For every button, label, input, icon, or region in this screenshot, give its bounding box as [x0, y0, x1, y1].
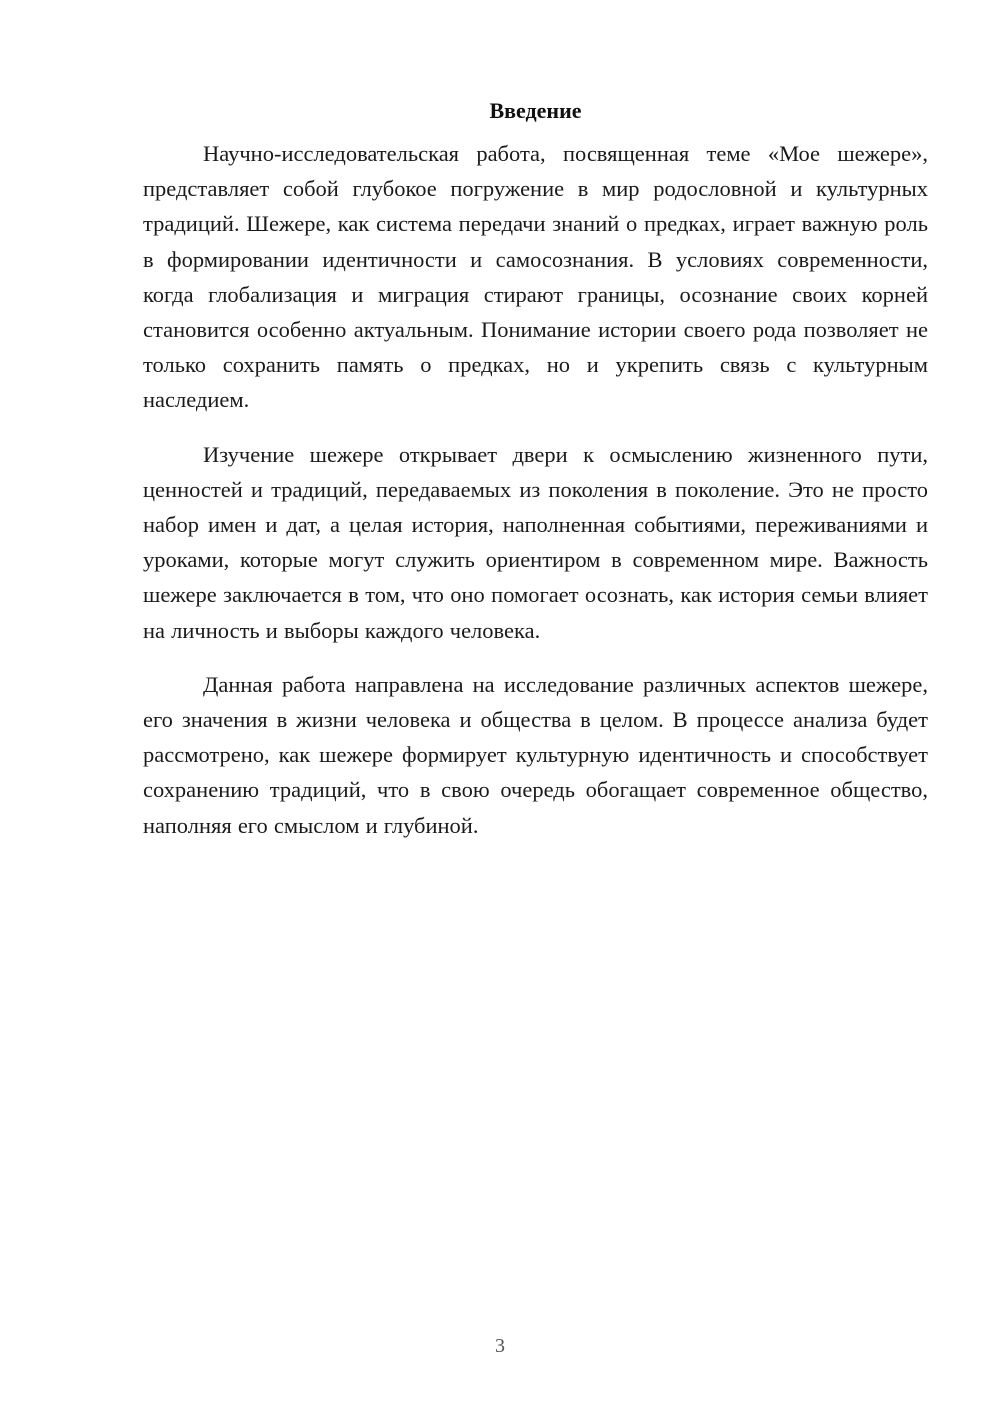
paragraph-3: Данная работа направлена на исследование различных аспектов шежере, его значения в жизни человека и общества в целом. В процессе анализа будет рассмотрено, как шежере формирует культурную идентичность и способствует сохранению традиций, что в свою очередь обогащает современное общество, наполняя его смыслом и глубиной. — [143, 671, 928, 838]
page-number: 3 — [495, 1335, 505, 1357]
paragraph-1: Научно-исследовательская работа, посвященная теме «Мое шежере», представляет собой глубокое погружение в мир родословной и культурных традиций. Шежере, как система передачи знаний о предках, играет важную роль в формировании идентичности и самосознания. В условиях современности, когда глобализация и миграция стирают границы, осознание своих корней становится особенно актуальным. Понимание истории своего рода позволяет не только сохранить память о предках, но и укрепить связь с культурным наследием. — [143, 141, 928, 413]
page-content — [143, 96, 928, 862]
paragraph-2: Изучение шежере открывает двери к осмыслению жизненного пути, ценностей и традиций, передаваемых из поколения в поколение. Это не просто набор имен и дат, а целая история, наполненная событиями, переживаниями и уроками, которые могут служить ориентиром в современном мире. Важность шежере заключается в том, что оно помогает осознать, как история семьи влияет на личность и выборы каждого человека. — [143, 441, 928, 643]
section-heading: Введение — [489, 98, 582, 123]
